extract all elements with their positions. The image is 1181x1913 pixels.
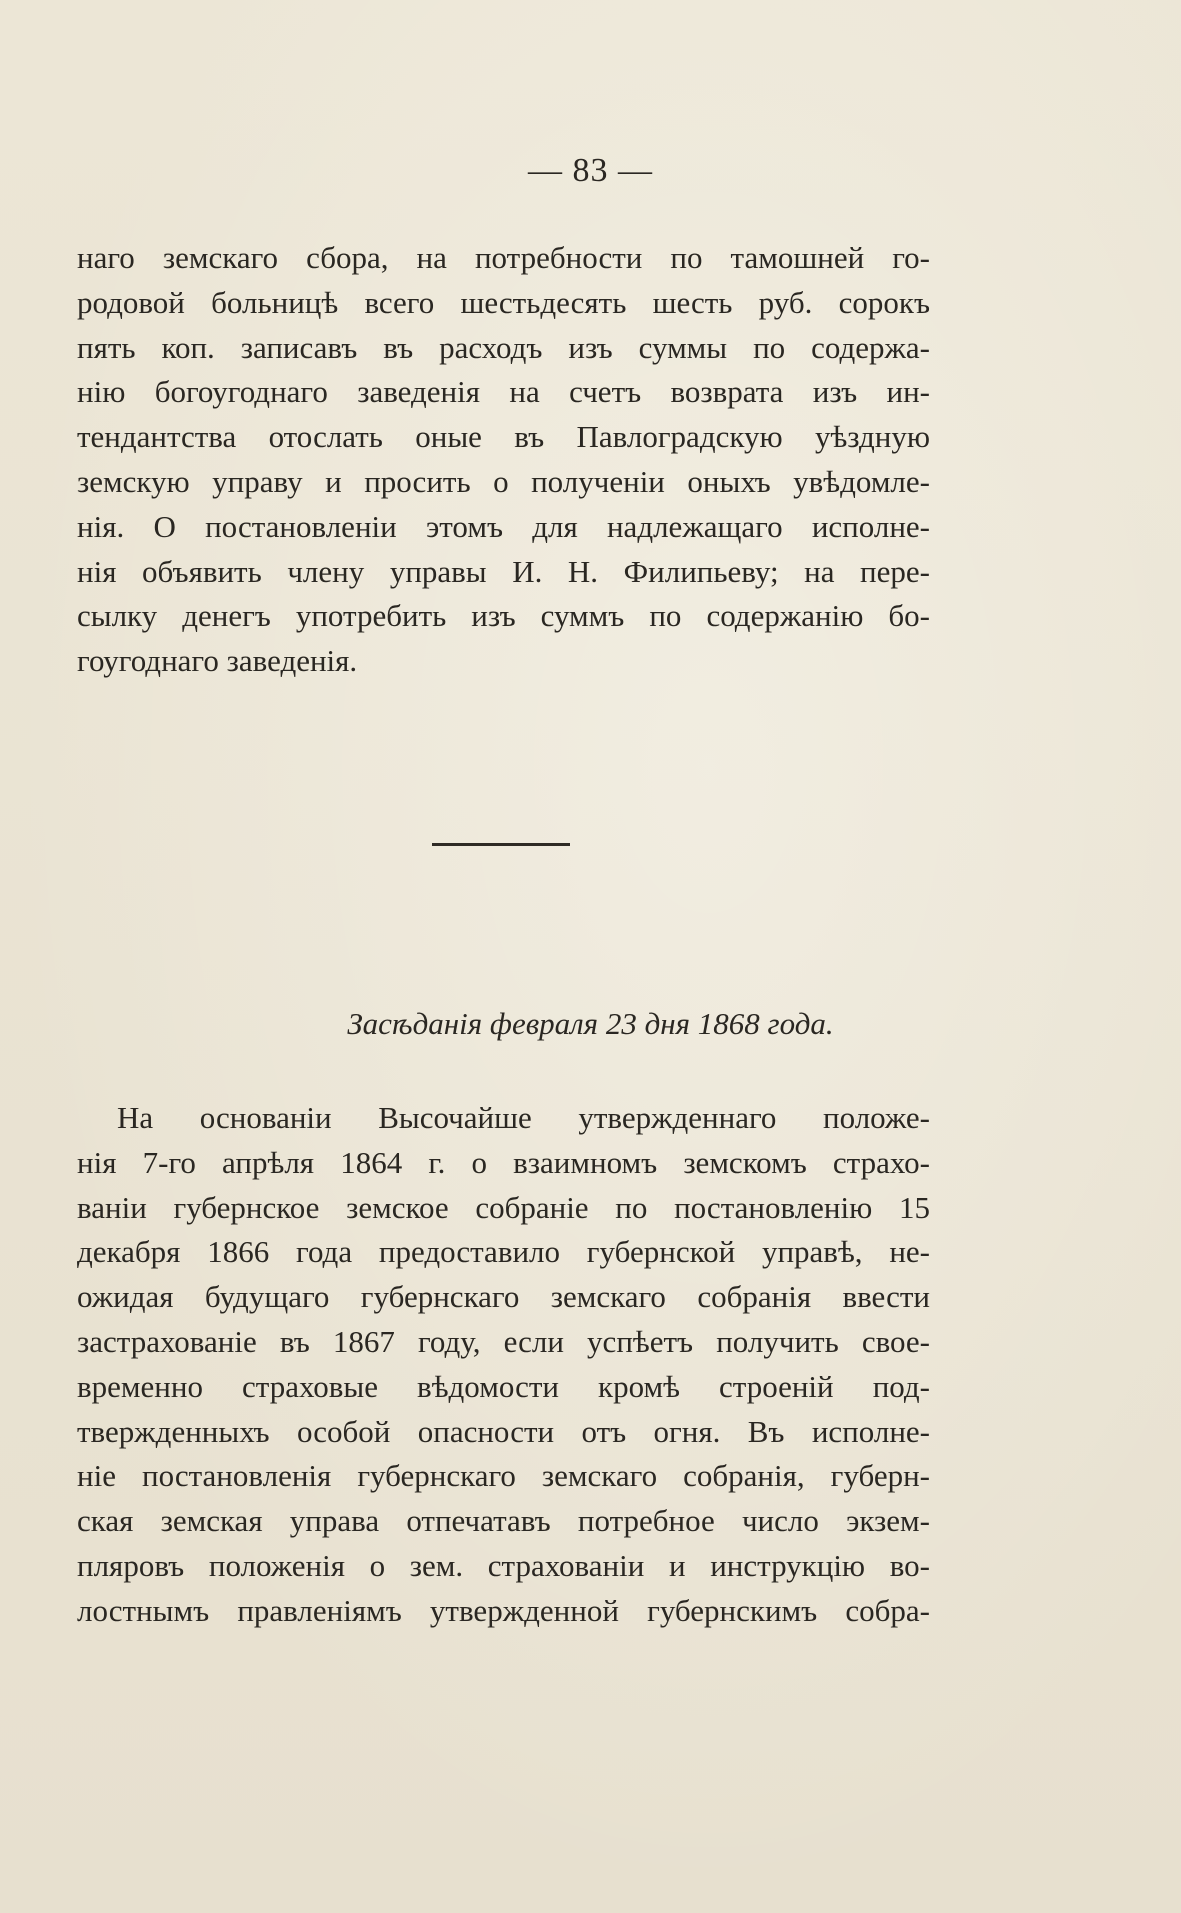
- section-heading: Засѣданія февраля 23 дня 1868 года.: [347, 1006, 834, 1041]
- text-line: ожидая будущаго губернскаго земскаго собранія ввести: [77, 1279, 930, 1315]
- text-line: застрахованіе въ 1867 году, если успѣетъ получить свое-: [77, 1323, 930, 1359]
- text-line: На основаніи Высочайше утвержденнаго положе-: [117, 1100, 930, 1135]
- text-line: нія. О постановленіи этомъ для надлежащаго исполне-: [77, 508, 930, 544]
- text-line: декабря 1866 года предоставило губернской управѣ, не-: [77, 1234, 930, 1270]
- text-line: нію богоугоднаго заведенія на счетъ возврата изъ ин-: [77, 374, 930, 410]
- text-line: ская земская управа отпечатавъ потребное число экзем-: [77, 1503, 930, 1539]
- text-line: сылку денегъ употребить изъ суммъ по содержанію бо-: [77, 598, 930, 634]
- text-line: гоугоднаго заведенія.: [77, 643, 358, 679]
- paragraph-main: [77, 1096, 930, 1634]
- text-line: пляровъ положенія о зем. страхованіи и инструкцію во-: [77, 1547, 930, 1583]
- text-line: твержденныхъ особой опасности отъ огня. Въ исполне-: [77, 1413, 930, 1449]
- text-line: наго земскаго сбора, на потребности по тамошней го-: [77, 240, 930, 275]
- text-line: ніе постановленія губернскаго земскаго собранія, губерн-: [77, 1458, 930, 1494]
- text-line: земскую управу и просить о полученіи оныхъ увѣдомле-: [77, 463, 930, 499]
- text-line: нія 7-го апрѣля 1864 г. о взаимномъ земскомъ страхо-: [77, 1144, 930, 1180]
- paragraph-continued: [77, 236, 930, 684]
- text-line: лостнымъ правленіямъ утвержденной губернскимъ собра-: [77, 1592, 930, 1628]
- text-line: временно страховые вѣдомости кромѣ строеній под-: [77, 1368, 930, 1404]
- text-line: нія объявить члену управы И. Н. Филипьеву; на пере-: [77, 553, 930, 589]
- text-line: родовой больницѣ всего шестьдесять шесть руб. сорокъ: [77, 284, 930, 320]
- text-line: пять коп. записавъ въ расходъ изъ суммы по содержа-: [77, 329, 930, 365]
- text-line: тендантства отослать оные въ Павлоградскую уѣздную: [77, 419, 930, 455]
- page-number: — 83 —: [528, 152, 653, 189]
- section-divider: [432, 843, 570, 846]
- text-line: ваніи губернское земское собраніе по постановленію 15: [77, 1189, 930, 1225]
